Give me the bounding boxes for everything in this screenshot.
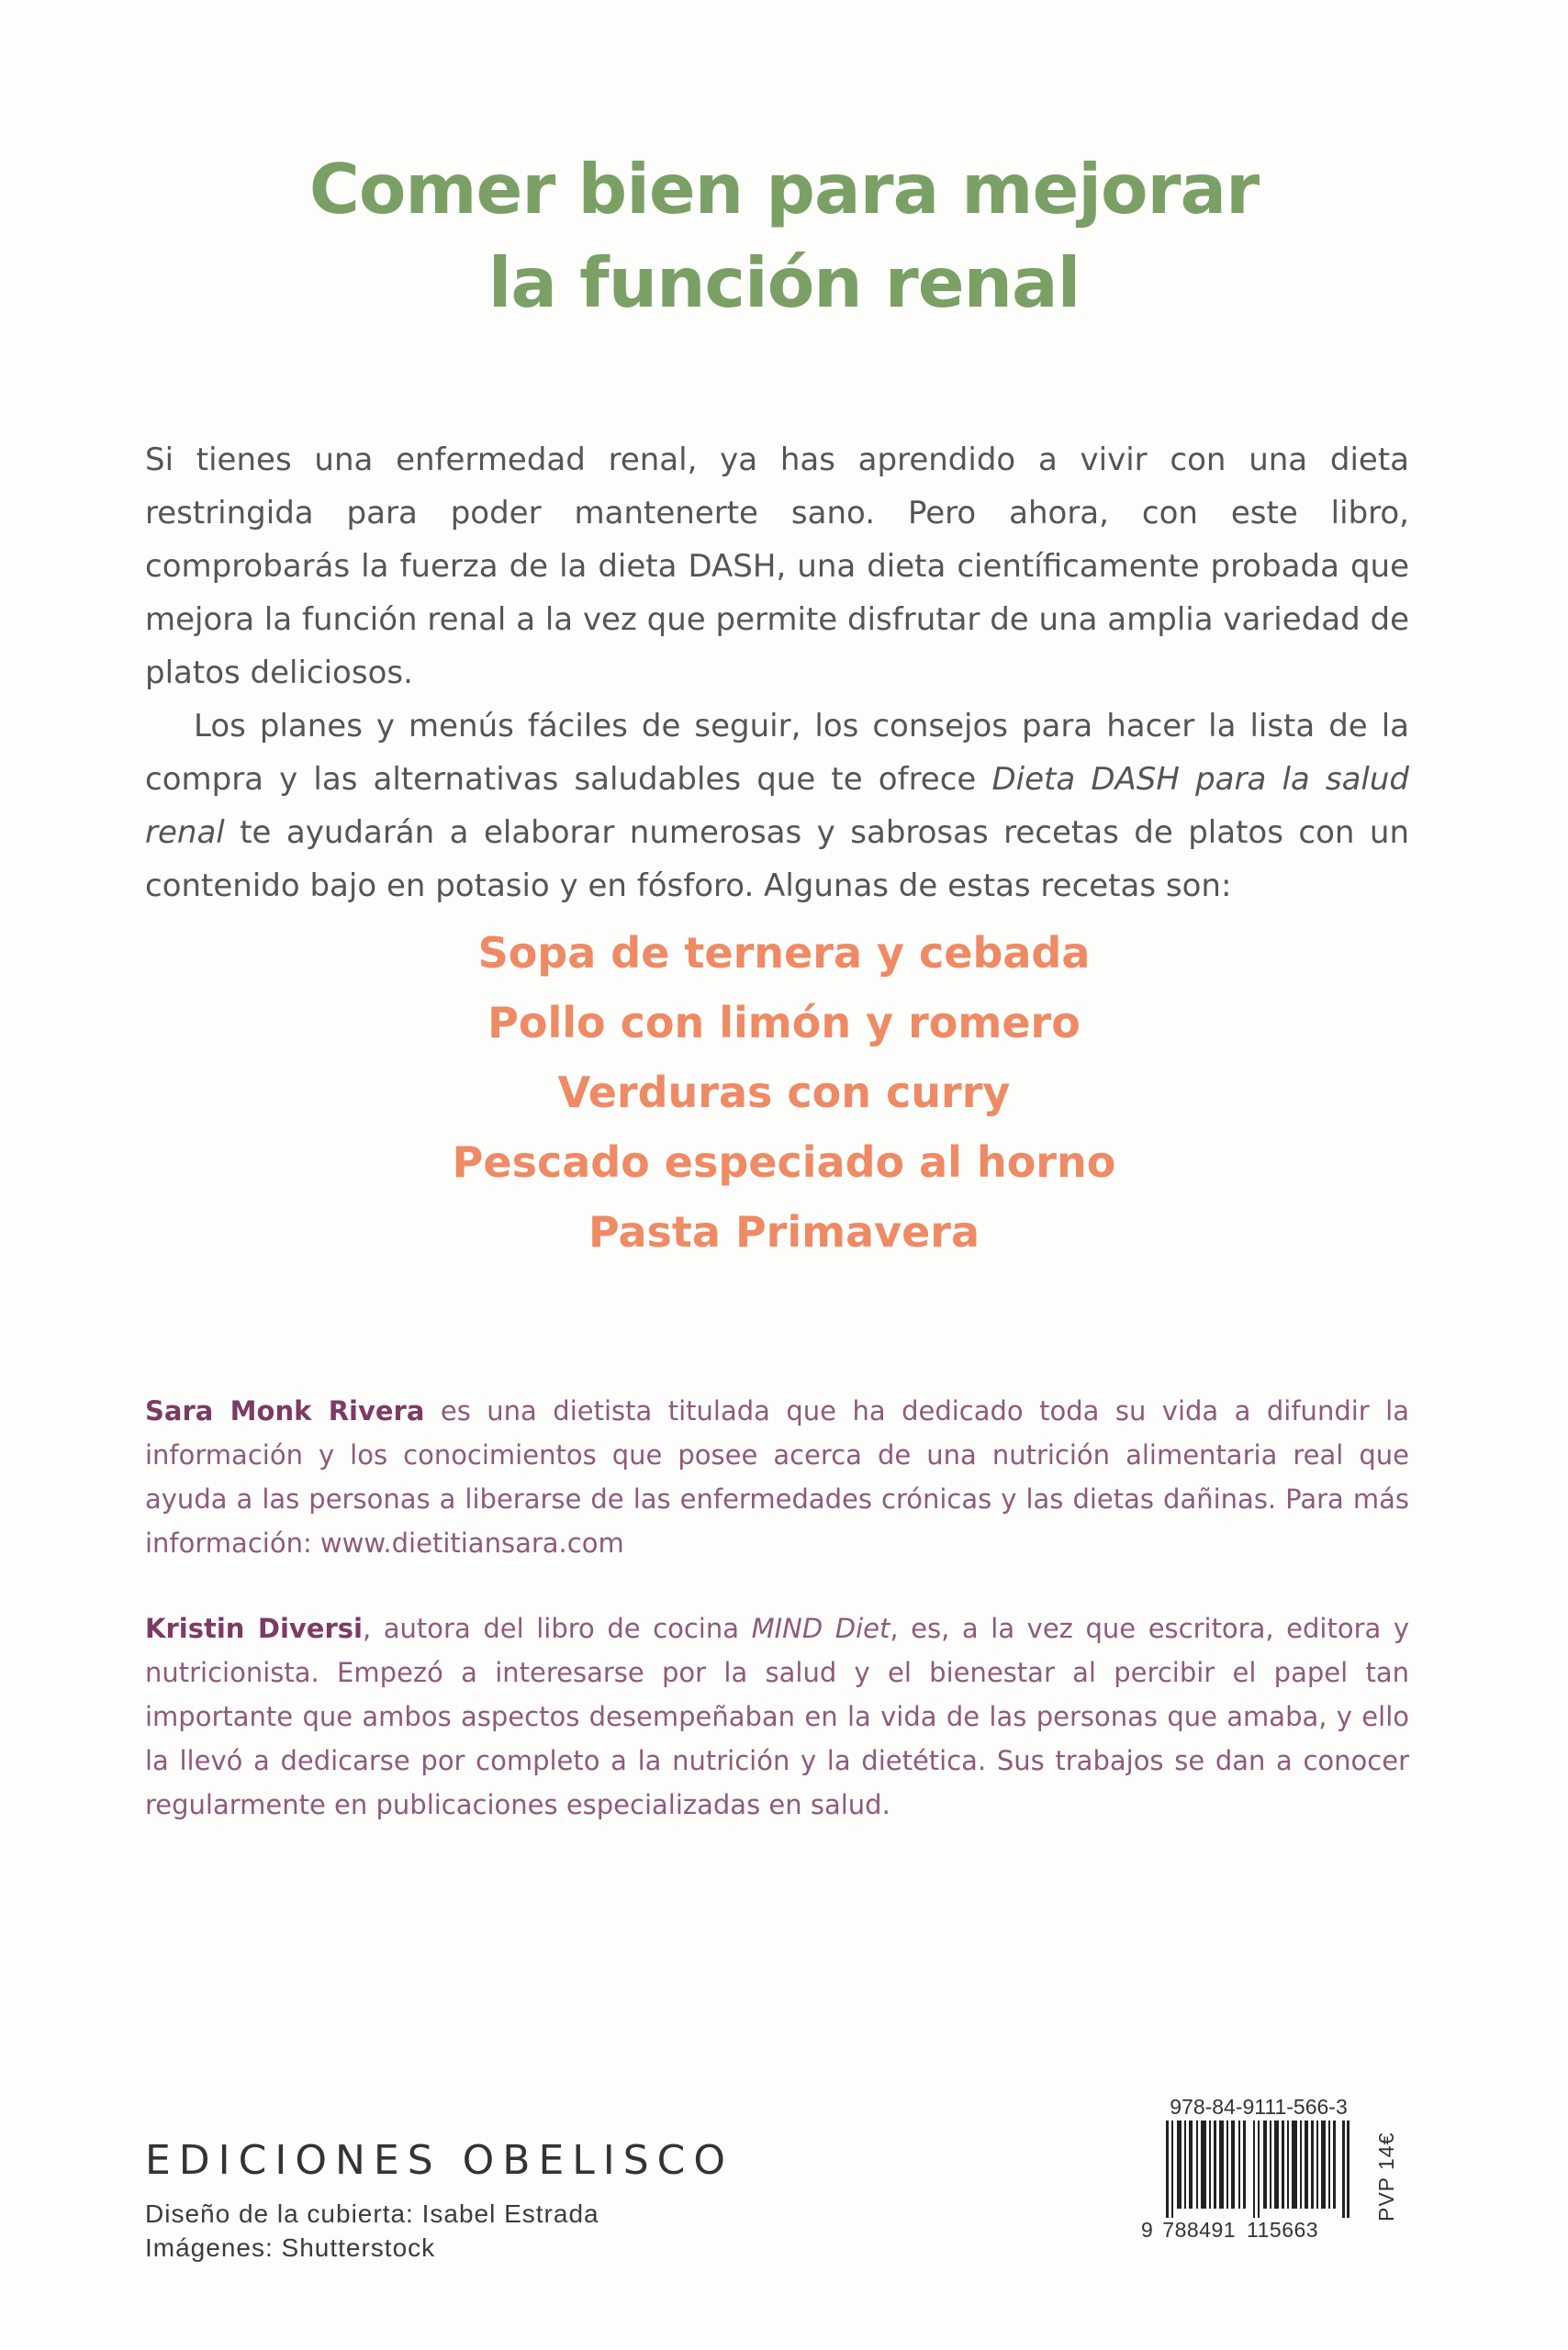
author-name: Sara Monk Rivera xyxy=(145,1395,425,1427)
author-bio-text-a: , autora del libro de cocina xyxy=(362,1613,752,1644)
intro-paragraph-1: Si tienes una enfermedad renal, ya has aprendido a vivir con una dieta restringida para poder mantenerte sano. Pero ahora, con este libro, comprobarás la fuerza de la dieta DASH, una dieta científicamente probada que mejora la función renal a la vez que permite disfrutar de una amplia variedad de platos deliciosos. xyxy=(145,442,1409,691)
author-book-italic: MIND Diet xyxy=(751,1613,890,1644)
title-line-2: la función renal xyxy=(487,242,1081,323)
recipe-item: Sopa de ternera y cebada xyxy=(477,928,1091,978)
recipe-list xyxy=(0,918,1568,1267)
author-bio-text: es una dietista titulada que ha dedicado toda su vida a difundir la información y los conocimientos que posee acerca de una nutrición alimentaria real que ayuda a las personas a liberarse de las enfermedades crónicas y las dietas dañinas. Para más información: www.dietitiansara.com xyxy=(145,1395,1409,1559)
book-name-italic: Dieta DASH para la salud renal xyxy=(145,761,1410,851)
barcode-left-digits: 788491 xyxy=(1162,2218,1237,2242)
author-bio-sara xyxy=(145,1389,1409,1565)
images-credit: Imágenes: Shutterstock xyxy=(145,2233,436,2262)
recipe-item: Pescado especiado al horno xyxy=(452,1137,1116,1187)
barcode-icon xyxy=(1166,2121,1350,2218)
recipe-item: Verduras con curry xyxy=(557,1068,1011,1117)
barcode-digits xyxy=(1141,2218,1361,2243)
recipe-item: Pasta Primavera xyxy=(588,1207,980,1257)
barcode-first-digit: 9 xyxy=(1141,2218,1154,2242)
intro-text xyxy=(145,433,1409,912)
title-line-1: Comer bien para mejorar xyxy=(308,149,1260,229)
intro-p2-end: te ayudarán a elaborar numerosas y sabrosas recetas de platos con un contenido bajo en potasio y en fósforo. Algunas de estas recetas son: xyxy=(145,814,1409,904)
author-bio-kristin xyxy=(145,1606,1409,1827)
author-bio-text-b: , es, a la vez que escritora, editora y nutricionista. Empezó a interesarse por la salud y el bienestar al percibir el papel tan importante que ambos aspectos desempeñaban en la vida de las personas que amaba, y ello la llevó a dedicarse por completo a la nutrición y la dietética. Sus trabajos se dan a conocer regularmente en publicaciones especializadas en salud. xyxy=(145,1613,1410,1820)
isbn-number: 978-84-9111-566-3 xyxy=(1170,2095,1348,2119)
price-label: PVP 14€ xyxy=(1374,2132,1398,2221)
author-name: Kristin Diversi xyxy=(145,1613,363,1644)
publisher-name: EDICIONES OBELISCO xyxy=(145,2137,734,2184)
barcode-right-digits: 115663 xyxy=(1247,2218,1319,2242)
book-title xyxy=(0,142,1568,330)
cover-design-credit: Diseño de la cubierta: Isabel Estrada xyxy=(145,2199,599,2228)
intro-p2-start: Los planes y menús fáciles de seguir, los consejos para hacer la lista de la compra y las alternativas saludables que te ofrece xyxy=(145,708,1409,798)
intro-paragraph-2 xyxy=(145,699,1409,912)
recipe-item: Pollo con limón y romero xyxy=(487,998,1081,1047)
